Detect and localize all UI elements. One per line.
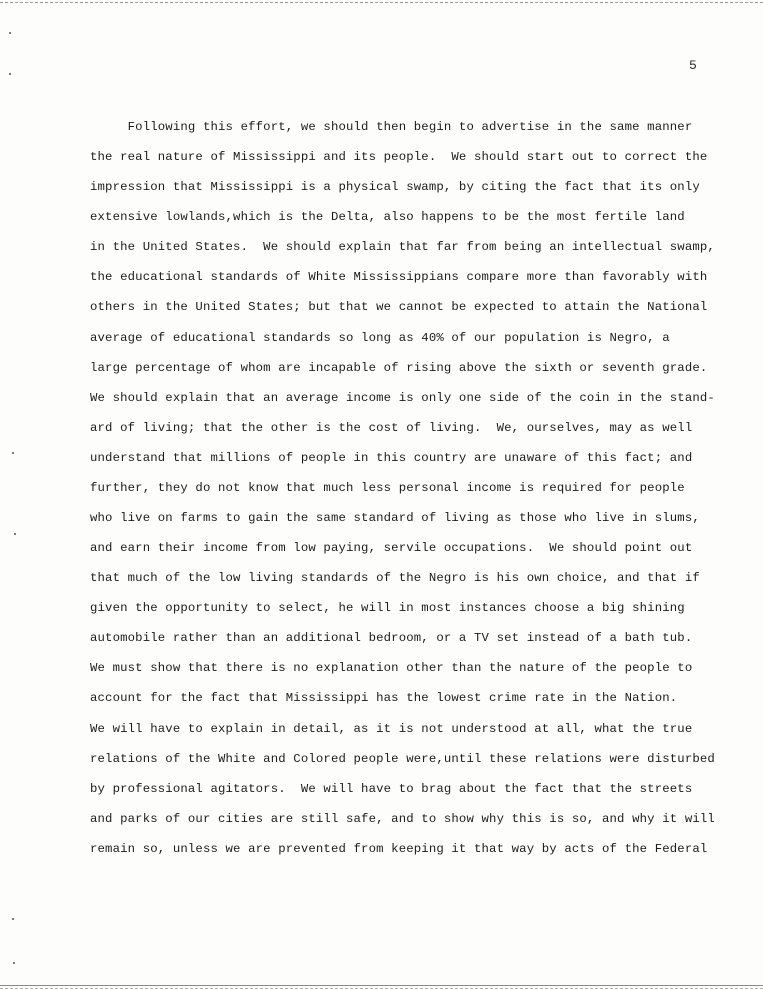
text-line: the real nature of Mississippi and its people. We should start out to correct the: [90, 150, 708, 165]
top-page-edge: [0, 2, 763, 3]
margin-speck: [9, 73, 11, 75]
text-line: We should explain that an average income is only one side of the coin in the stand-: [90, 390, 715, 405]
text-line: who live on farms to gain the same standard of living as those who live in slums,: [90, 511, 700, 526]
text-line: others in the United States; but that we cannot be expected to attain the National: [90, 300, 708, 315]
bottom-page-edge: [0, 985, 763, 986]
text-line: understand that millions of people in this country are unaware of this fact; and: [90, 450, 693, 465]
text-line: further, they do not know that much less personal income is required for people: [90, 480, 685, 495]
margin-speck: [14, 533, 16, 535]
text-line: extensive lowlands,which is the Delta, also happens to be the most fertile land: [90, 210, 685, 225]
text-line: ard of living; that the other is the cost of living. We, ourselves, may as well: [90, 420, 693, 435]
text-line: We must show that there is no explanation other than the nature of the people to: [90, 661, 693, 676]
text-line: that much of the low living standards of the Negro is his own choice, and that if: [90, 571, 700, 586]
margin-speck: [12, 452, 14, 454]
text-line: the educational standards of White Mississippians compare more than favorably with: [90, 270, 708, 285]
text-line: relations of the White and Colored people were,until these relations were disturbed: [90, 751, 715, 766]
margin-speck: [13, 962, 15, 964]
bottom-scan-edge: [0, 988, 763, 989]
text-line: average of educational standards so long as 40% of our population is Negro, a: [90, 330, 670, 345]
text-line: We will have to explain in detail, as it is not understood at all, what the true: [90, 721, 693, 736]
text-line: Following this effort, we should then begin to advertise in the same manner: [90, 120, 693, 134]
margin-speck: [9, 32, 11, 34]
text-line: account for the fact that Mississippi has the lowest crime rate in the Nation.: [90, 691, 678, 706]
text-line: by professional agitators. We will have to brag about the fact that the streets: [90, 781, 693, 796]
text-line: in the United States. We should explain that far from being an intellectual swamp,: [90, 240, 715, 255]
typewritten-paragraph: [90, 112, 730, 864]
text-line: remain so, unless we are prevented from keeping it that way by acts of the Federal: [90, 841, 708, 856]
text-line: and earn their income from low paying, servile occupations. We should point out: [90, 541, 693, 556]
text-line: given the opportunity to select, he will in most instances choose a big shining: [90, 601, 685, 616]
text-line: and parks of our cities are still safe, and to show why this is so, and why it will: [90, 811, 715, 826]
text-line: impression that Mississippi is a physical swamp, by citing the fact that its only: [90, 180, 700, 195]
page-number: 5: [689, 58, 697, 73]
text-line: automobile rather than an additional bedroom, or a TV set instead of a bath tub.: [90, 631, 693, 646]
margin-speck: [12, 918, 14, 920]
text-line: large percentage of whom are incapable of rising above the sixth or seventh grade.: [90, 360, 708, 375]
